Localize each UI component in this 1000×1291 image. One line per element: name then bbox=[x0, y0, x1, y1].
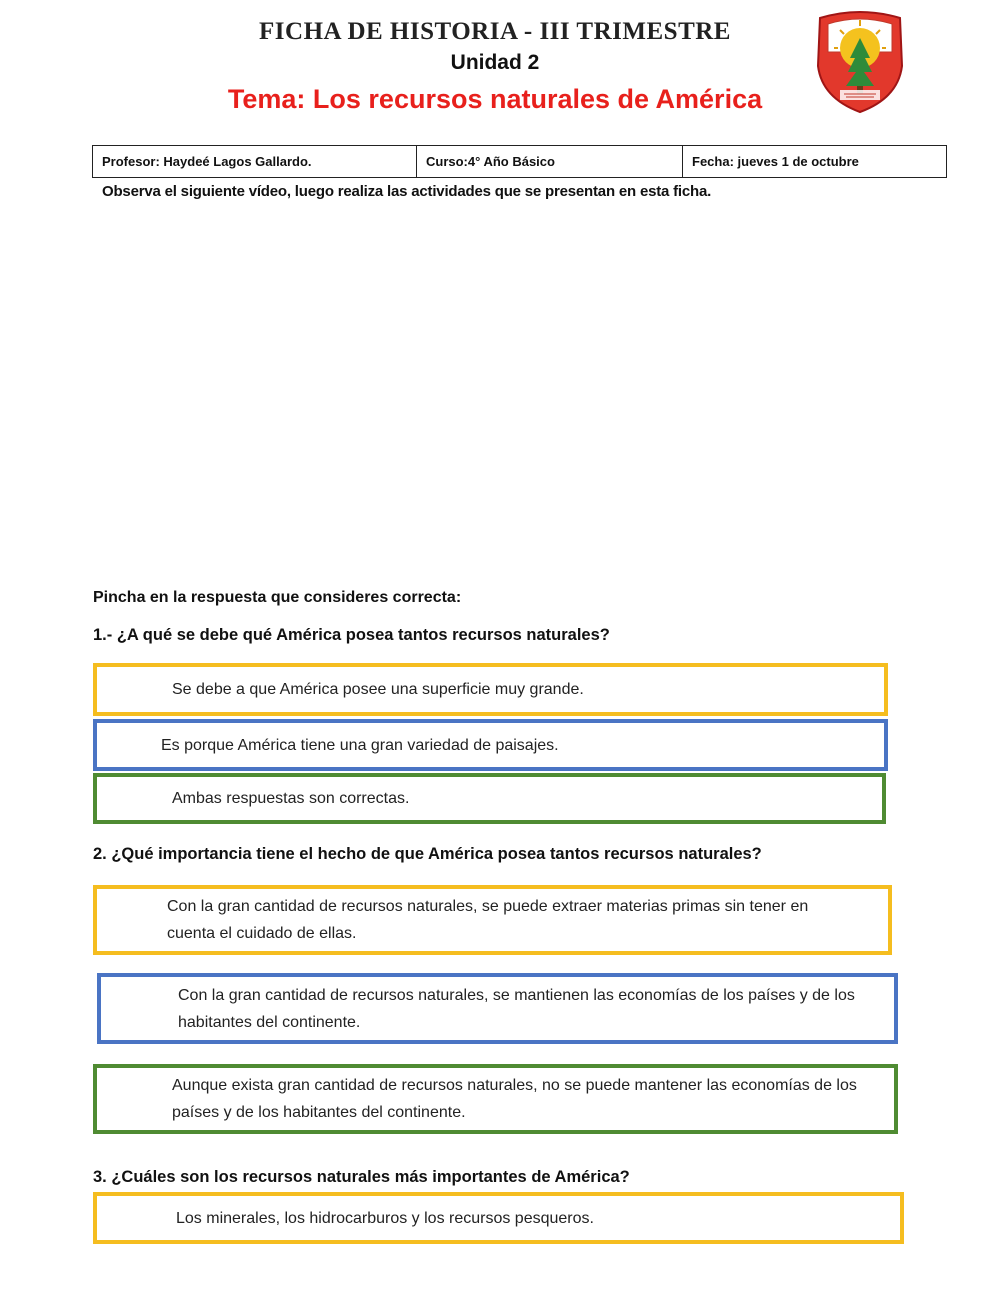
info-table bbox=[92, 145, 947, 178]
answer-prompt: Pincha en la respuesta que consideres correcta: bbox=[93, 589, 462, 606]
q2-option-1[interactable] bbox=[93, 885, 892, 955]
q2-option-3[interactable] bbox=[93, 1064, 898, 1134]
q1-option-1-text: Se debe a que América posee una superficie muy grande. bbox=[172, 681, 584, 698]
topic-heading: Tema: Los recursos naturales de América bbox=[227, 84, 763, 114]
q1-option-2[interactable] bbox=[93, 719, 888, 771]
instruction-text: Observa el siguiente vídeo, luego realiza las actividades que se presentan en esta ficha. bbox=[102, 183, 712, 200]
q3-option-1-text: Los minerales, los hidrocarburos y los recursos pesqueros. bbox=[176, 1209, 594, 1227]
q1-option-3-text: Ambas respuestas son correctas. bbox=[172, 790, 410, 807]
q3-option-1[interactable] bbox=[93, 1192, 904, 1244]
question-3: 3. ¿Cuáles son los recursos naturales más importantes de América? bbox=[93, 1168, 630, 1186]
worksheet-title: FICHA DE HISTORIA - III TRIMESTRE bbox=[259, 18, 731, 45]
unit-label: Unidad 2 bbox=[450, 51, 540, 74]
q2-option-1-text: Con la gran cantidad de recursos naturales, se puede extraer materias primas sin tener en cuenta el cuidado de ellas. bbox=[167, 898, 809, 942]
date-cell: Fecha: jueves 1 de octubre bbox=[692, 154, 859, 169]
video-area[interactable] bbox=[92, 210, 947, 580]
q1-option-1[interactable] bbox=[93, 663, 888, 716]
q2-option-2[interactable] bbox=[97, 973, 898, 1044]
course-cell: Curso:4° Año Básico bbox=[417, 146, 683, 177]
q1-option-3[interactable] bbox=[93, 773, 886, 824]
school-emblem-icon bbox=[806, 8, 914, 114]
teacher-cell: Profesor: Haydeé Lagos Gallardo. bbox=[93, 146, 417, 177]
q2-option-3-text: Aunque exista gran cantidad de recursos naturales, no se puede mantener las economías de los países y de los habitantes del continente. bbox=[172, 1077, 857, 1121]
q1-option-2-text: Es porque América tiene una gran variedad de paisajes. bbox=[161, 736, 559, 754]
question-2: 2. ¿Qué importancia tiene el hecho de que América posea tantos recursos naturales? bbox=[93, 845, 762, 863]
q2-option-2-text: Con la gran cantidad de recursos naturales, se mantienen las economías de los países y de los habitantes del continente. bbox=[178, 986, 855, 1031]
question-1: 1.- ¿A qué se debe qué América posea tantos recursos naturales? bbox=[93, 626, 610, 644]
